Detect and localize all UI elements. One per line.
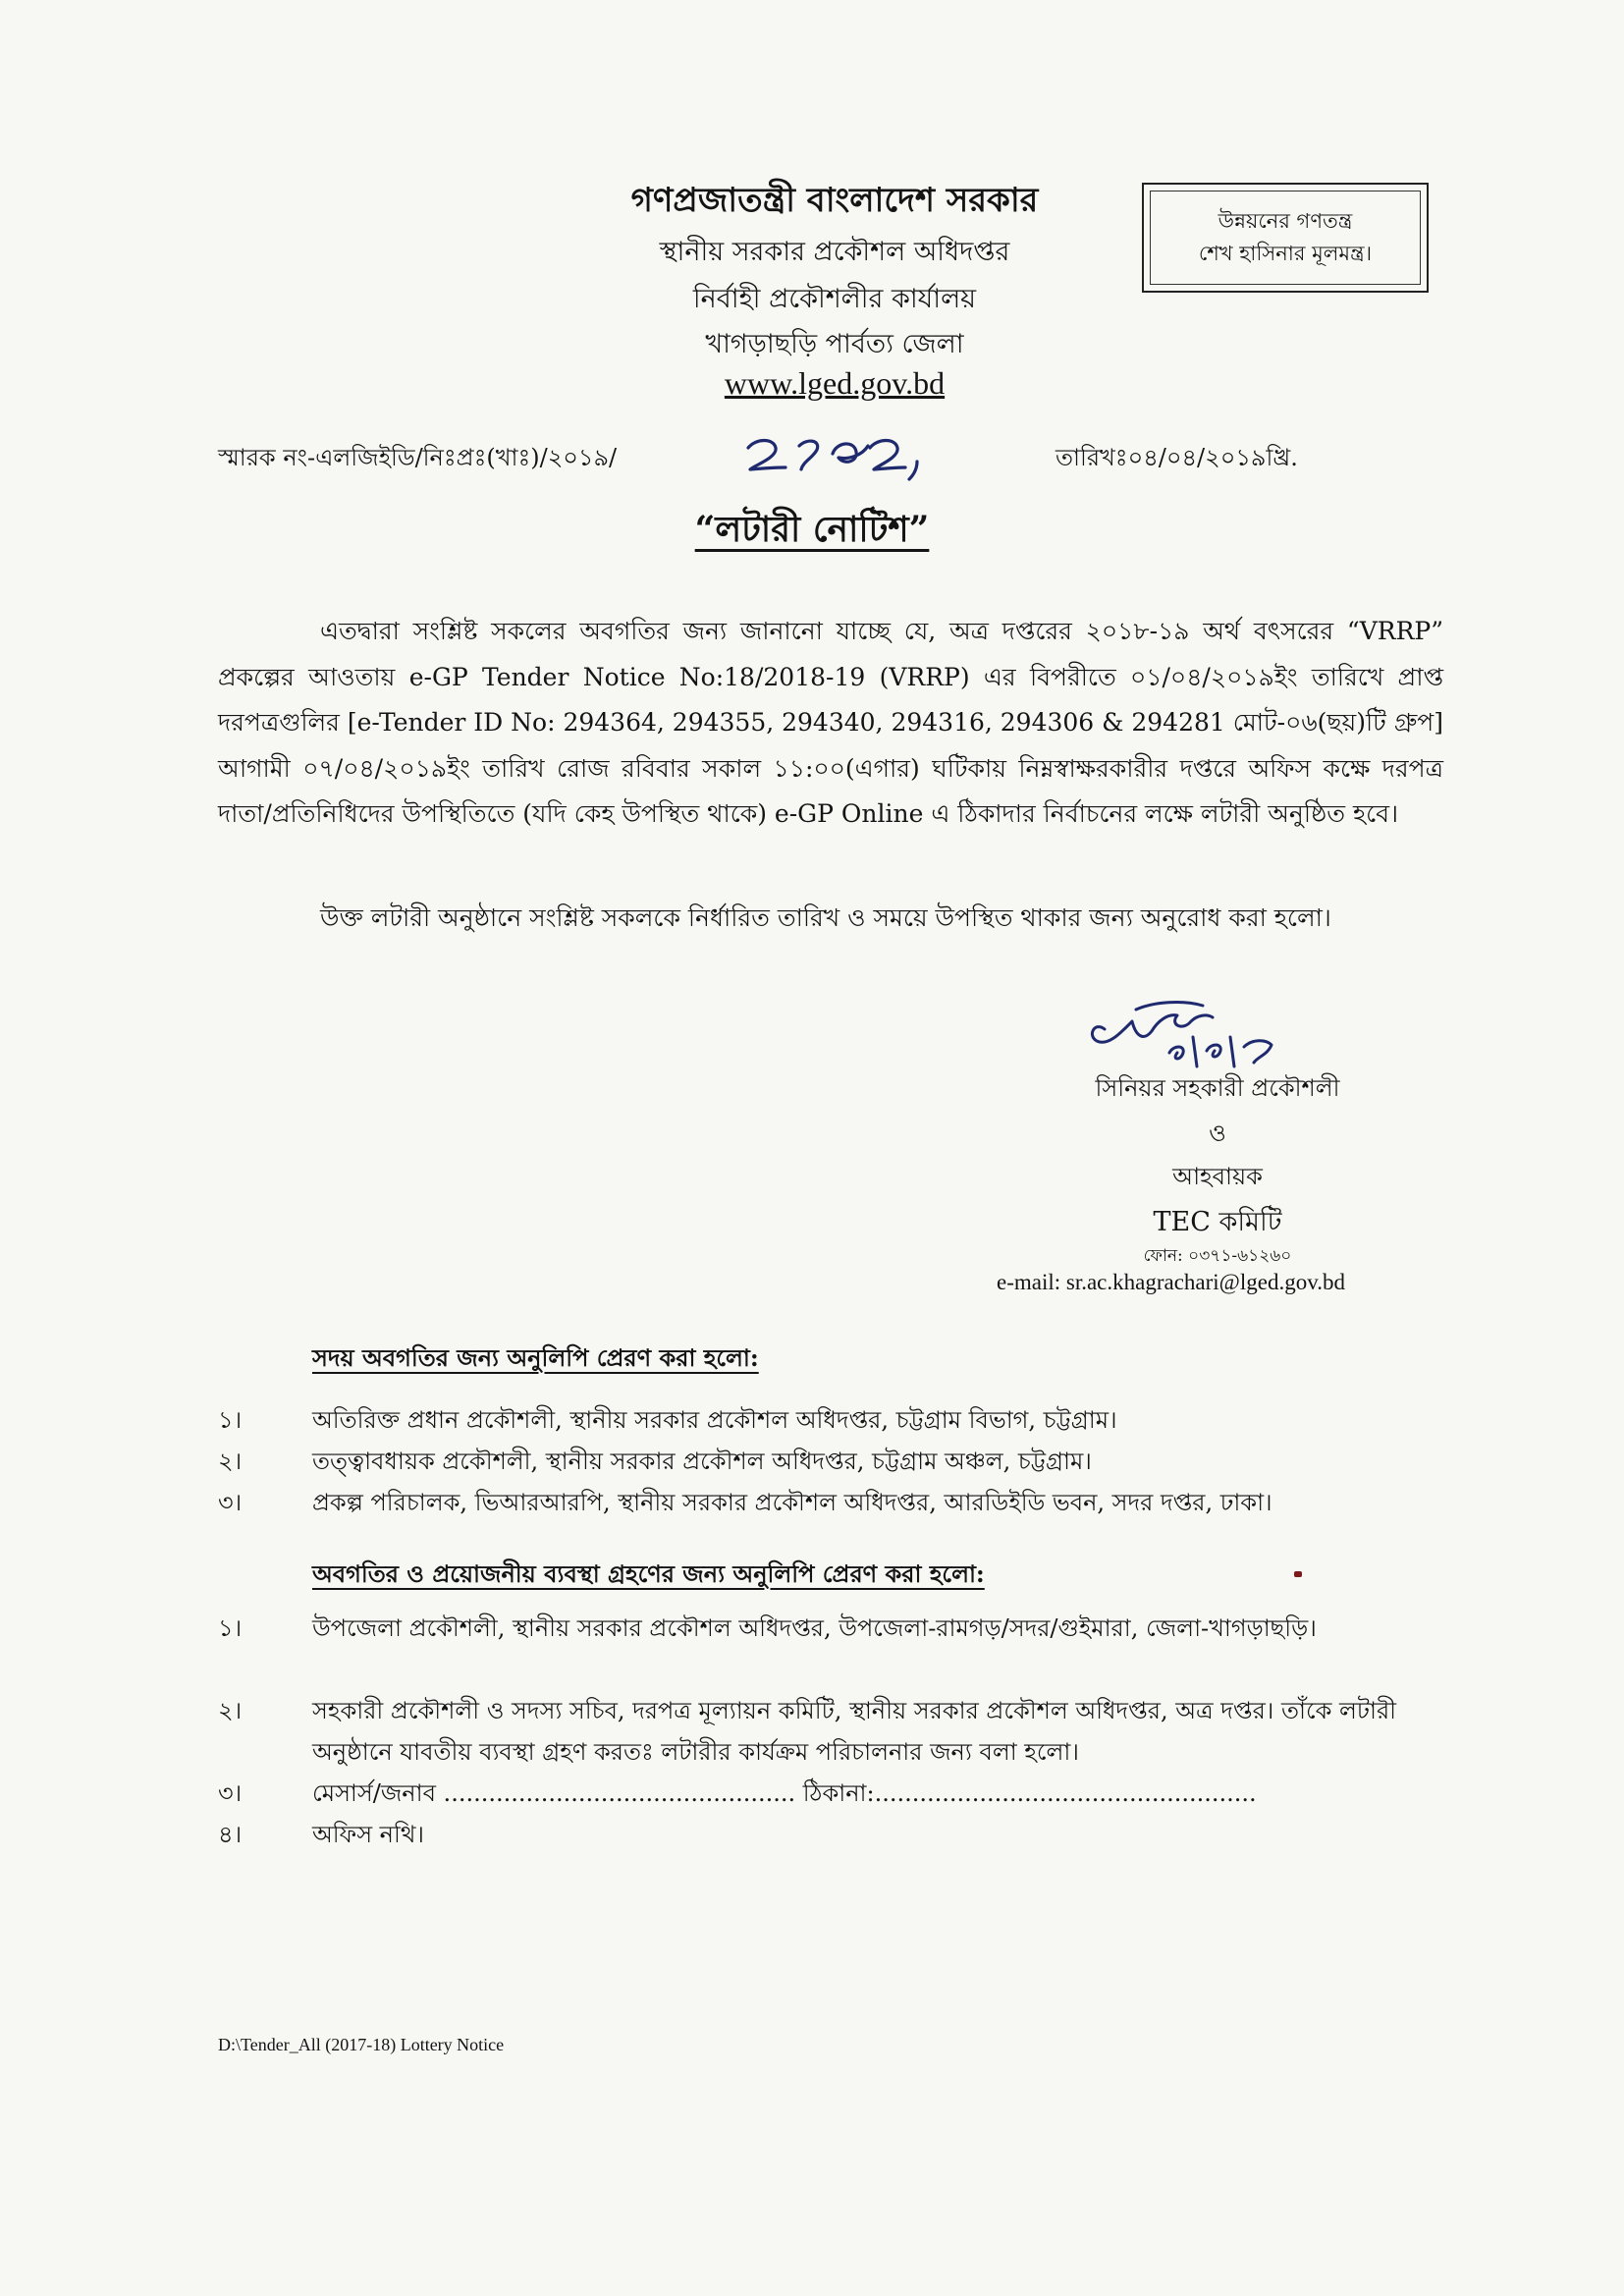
body-paragraph-1: এতদ্বারা সংশ্লিষ্ট সকলের অবগতির জন্য জানানো যাচ্ছে যে, অত্র দপ্তরের ২০১৮-১৯ অর্থ বৎসরের “VRRP” প্রকল্পের আওতায় e-GP Tender Notice No:18/2018-19 (VRRP) এর বিপরীতে ০১/০৪/২০১৯ইং তারিখে প্রাপ্ত দরপত্রগুলির [e-Tender ID No: 294364, 294355, 294340, 294316, 294306 & 294281 মোট-০৬(ছয়)টি গ্রুপ] আগামী ০৭/০৪/২০১৯ইং তারিখ রোজ রবিবার সকাল ১১:০০(এগার) ঘটিকায় নিম্নস্বাক্ষরকারীর দপ্তরে অফিস কক্ষে দরপত্র দাতা/প্রতিনিধিদের উপস্থিতিতে (যদি কেহ উপস্থিত থাকে) e-GP Online এ ঠিকাদার নির্বাচনের লক্ষে লটারী অনুষ্ঠিত হবে। <box>218 617 1443 828</box>
list-item <box>218 1773 1455 1814</box>
website-link[interactable]: www.lged.gov.bd <box>724 365 946 401</box>
distribution-heading-info: সদয় অবগতির জন্য অনুলিপি প্রেরণ করা হলো: <box>312 1343 759 1372</box>
list-item-text: প্রকল্প পরিচালক, ভিআরআরপি, স্থানীয় সরকার প্রকৌশল অধিদপ্তর, আরডিইডি ভবন, সদর দপ্তর, ঢাকা। <box>312 1489 1272 1516</box>
list-item-number: ১। <box>218 1406 243 1434</box>
list-item-number: ২। <box>218 1448 243 1475</box>
list-item-number: ৪। <box>218 1821 243 1848</box>
signatory-email[interactable]: e-mail: sr.ac.khagrachari@lged.gov.bd <box>997 1270 1345 1294</box>
list-item <box>218 1482 1455 1523</box>
list-item-number: ৩। <box>218 1779 243 1807</box>
slogan-line-2: শেখ হাসিনার মূলমন্ত্র। <box>1198 242 1373 265</box>
signatory-committee: TEC কমিটি <box>1153 1207 1282 1237</box>
list-item-number: ২। <box>218 1697 243 1724</box>
list-item <box>218 1690 1455 1773</box>
list-item-number: ৩। <box>218 1489 243 1516</box>
office-name: নির্বাহী প্রকৌশলীর কার্যালয় <box>692 284 977 314</box>
list-item-text: অফিস নথি। <box>312 1821 424 1848</box>
govt-title: গণপ্রজাতন্ত্রী বাংলাদেশ সরকার <box>630 181 1039 220</box>
handwritten-signature <box>1075 992 1301 1070</box>
district-name: খাগড়াছড়ি পার্বত্য জেলা <box>705 329 964 359</box>
handwritten-memo-number <box>742 426 929 481</box>
ink-mark <box>1294 1571 1302 1577</box>
list-item-number: ১। <box>218 1614 243 1642</box>
signatory-role: আহবায়ক <box>1172 1163 1263 1190</box>
distribution-heading-action: অবগতির ও প্রয়োজনীয় ব্যবস্থা গ্রহণের জন্য অনুলিপি প্রেরণ করা হলো: <box>312 1559 985 1588</box>
signatory-conjunction: ও <box>1209 1120 1226 1147</box>
list-item-text: অতিরিক্ত প্রধান প্রকৌশলী, স্থানীয় সরকার প্রকৌশল অধিদপ্তর, চট্টগ্রাম বিভাগ, চট্টগ্রাম। <box>312 1406 1117 1434</box>
memo-date: তারিখঃ০৪/০৪/২০১৯খ্রি. <box>1056 444 1298 471</box>
list-item <box>218 1399 1455 1441</box>
list-item-text: উপজেলা প্রকৌশলী, স্থানীয় সরকার প্রকৌশল অধিদপ্তর, উপজেলা-রামগড়/সদর/গুইমারা, জেলা-খাগড়াছড়ি। <box>312 1614 1317 1642</box>
notice-title-text: “লটারী নোটিশ” <box>694 509 930 550</box>
notice-title <box>0 503 1624 562</box>
signatory-designation: সিনিয়র সহকারী প্রকৌশলী <box>1095 1074 1340 1102</box>
list-item-text: সহকারী প্রকৌশলী ও সদস্য সচিব, দরপত্র মূল্যায়ন কমিটি, স্থানীয় সরকার প্রকৌশল অধিদপ্তর, অত্র দপ্তর। তাঁকে লটারী অনুষ্ঠানে যাবতীয় ব্যবস্থা গ্রহণ করতঃ লটারীর কার্যক্রম পরিচালনার জন্য বলা হলো। <box>312 1697 1397 1766</box>
memo-label: স্মারক নং-এলজিইডি/নিঃপ্রঃ(খাঃ)/২০১৯/ <box>218 444 618 471</box>
slogan-box <box>1142 183 1429 293</box>
signatory-phone: ফোন: ০৩৭১-৬১২৬০ <box>1143 1246 1292 1266</box>
file-path-footer: D:\Tender_All (2017-18) Lottery Notice <box>218 2035 505 2054</box>
slogan-line-1: উন্নয়নের গণতন্ত্র <box>1218 209 1353 234</box>
list-item-text: মেসার্স/জনাব ............................................... ঠিকানা:................................................... <box>312 1779 1257 1807</box>
body-paragraph-2: উক্ত লটারী অনুষ্ঠানে সংশ্লিষ্ট সকলকে নির্ধারিত তারিখ ও সময়ে উপস্থিত থাকার জন্য অনুরোধ করা হলো। <box>320 903 1331 932</box>
department-name: স্থানীয় সরকার প্রকৌশল অধিদপ্তর <box>659 237 1010 267</box>
list-item <box>218 1608 1455 1649</box>
list-item-text: তত্ত্বাবধায়ক প্রকৌশলী, স্থানীয় সরকার প্রকৌশল অধিদপ্তর, চট্টগ্রাম অঞ্চল, চট্টগ্রাম। <box>312 1448 1092 1475</box>
list-item <box>218 1441 1455 1482</box>
list-item <box>218 1814 1455 1855</box>
